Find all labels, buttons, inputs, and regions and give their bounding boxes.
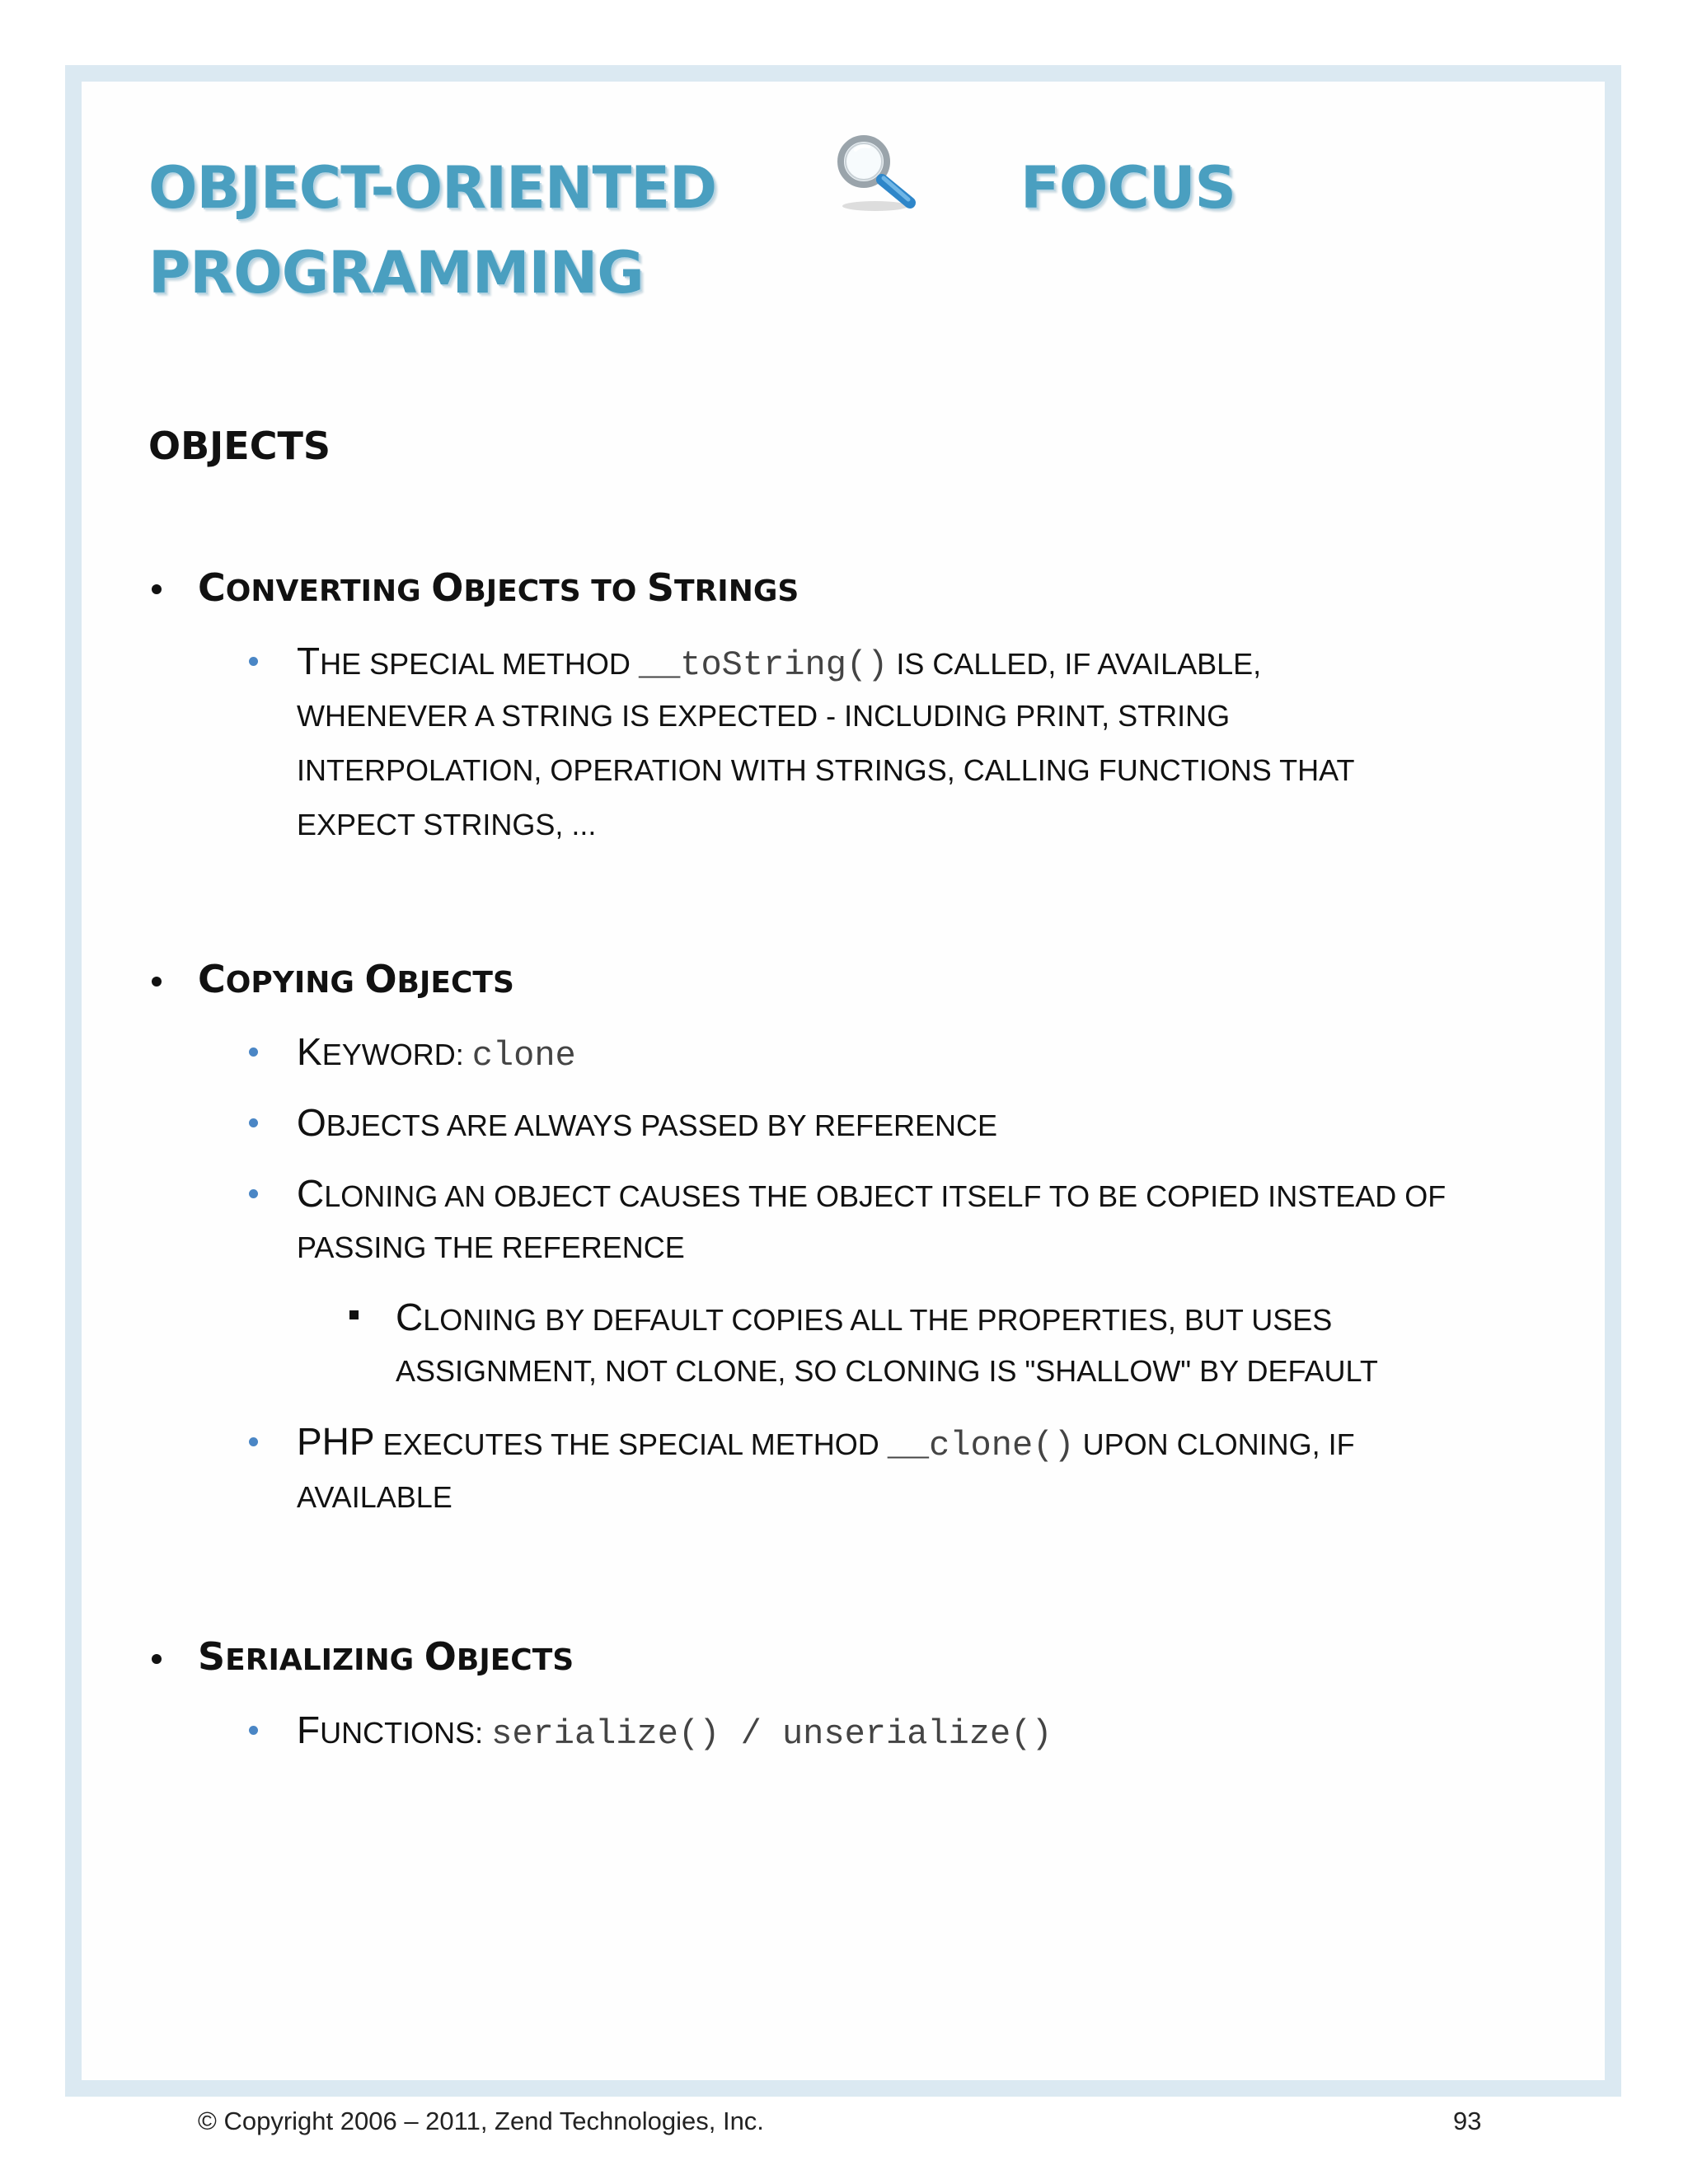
shallow-line-2: ASSIGNMENT, NOT CLONE, SO CLONING IS "SHALLOW" BY DEFAULT bbox=[396, 1354, 1378, 1388]
bullet bbox=[249, 1118, 258, 1127]
bullet bbox=[152, 584, 162, 594]
page-number: 93 bbox=[1453, 2107, 1482, 2135]
magnifier-icon bbox=[832, 132, 923, 214]
bullet bbox=[249, 1047, 258, 1057]
tostring-line-1: THE SPECIAL METHOD __toString() IS CALLED, IF AVAILABLE, bbox=[297, 640, 1262, 685]
shallow-line-1: CLONING BY DEFAULT COPIES ALL THE PROPERTIES, BUT USES bbox=[396, 1296, 1333, 1338]
title-word-programming: PROGRAMMING bbox=[148, 239, 644, 307]
cloning-line-1: CLONING AN OBJECT CAUSES THE OBJECT ITSELF TO BE COPIED INSTEAD OF bbox=[297, 1172, 1447, 1215]
bullet bbox=[249, 1189, 258, 1198]
title-word-object-oriented: OBJECT-ORIENTED bbox=[148, 154, 717, 222]
footer-copyright: © Copyright 2006 – 2011, Zend Technologies, Inc. bbox=[198, 2107, 764, 2135]
heading-copying-objects: COPYING OBJECTS bbox=[198, 957, 514, 1001]
heading-converting-objects-to-strings: CONVERTING OBJECTS TO STRINGS bbox=[198, 565, 799, 610]
functions-serialize-item: FUNCTIONS: serialize() / unserialize() bbox=[297, 1708, 1053, 1754]
bullet bbox=[249, 657, 258, 666]
tostring-line-4: EXPECT STRINGS, ... bbox=[297, 808, 597, 841]
square-bullet bbox=[349, 1310, 359, 1319]
tostring-line-3: INTERPOLATION, OPERATION WITH STRINGS, CALLING FUNCTIONS THAT bbox=[297, 753, 1355, 787]
bullet bbox=[249, 1437, 258, 1446]
bullet bbox=[249, 1726, 258, 1735]
bullet bbox=[152, 1654, 162, 1664]
keyword-clone-item: KEYWORD: clone bbox=[297, 1030, 576, 1076]
title-word-focus: FOCUS bbox=[1020, 154, 1236, 222]
objects-by-reference-item: OBJECTS ARE ALWAYS PASSED BY REFERENCE bbox=[297, 1101, 998, 1144]
php-clone-line-2: AVAILABLE bbox=[297, 1480, 452, 1514]
bullet bbox=[152, 977, 162, 987]
tostring-line-2: WHENEVER A STRING IS EXPECTED - INCLUDING PRINT, STRING bbox=[297, 699, 1231, 733]
cloning-line-2: PASSING THE REFERENCE bbox=[297, 1230, 685, 1264]
heading-serializing-objects: SERIALIZING OBJECTS bbox=[198, 1634, 574, 1679]
section-heading-objects: OBJECTS bbox=[148, 424, 331, 468]
php-clone-line-1: PHP EXECUTES THE SPECIAL METHOD __clone() UPON CLONING, IF bbox=[297, 1420, 1355, 1465]
